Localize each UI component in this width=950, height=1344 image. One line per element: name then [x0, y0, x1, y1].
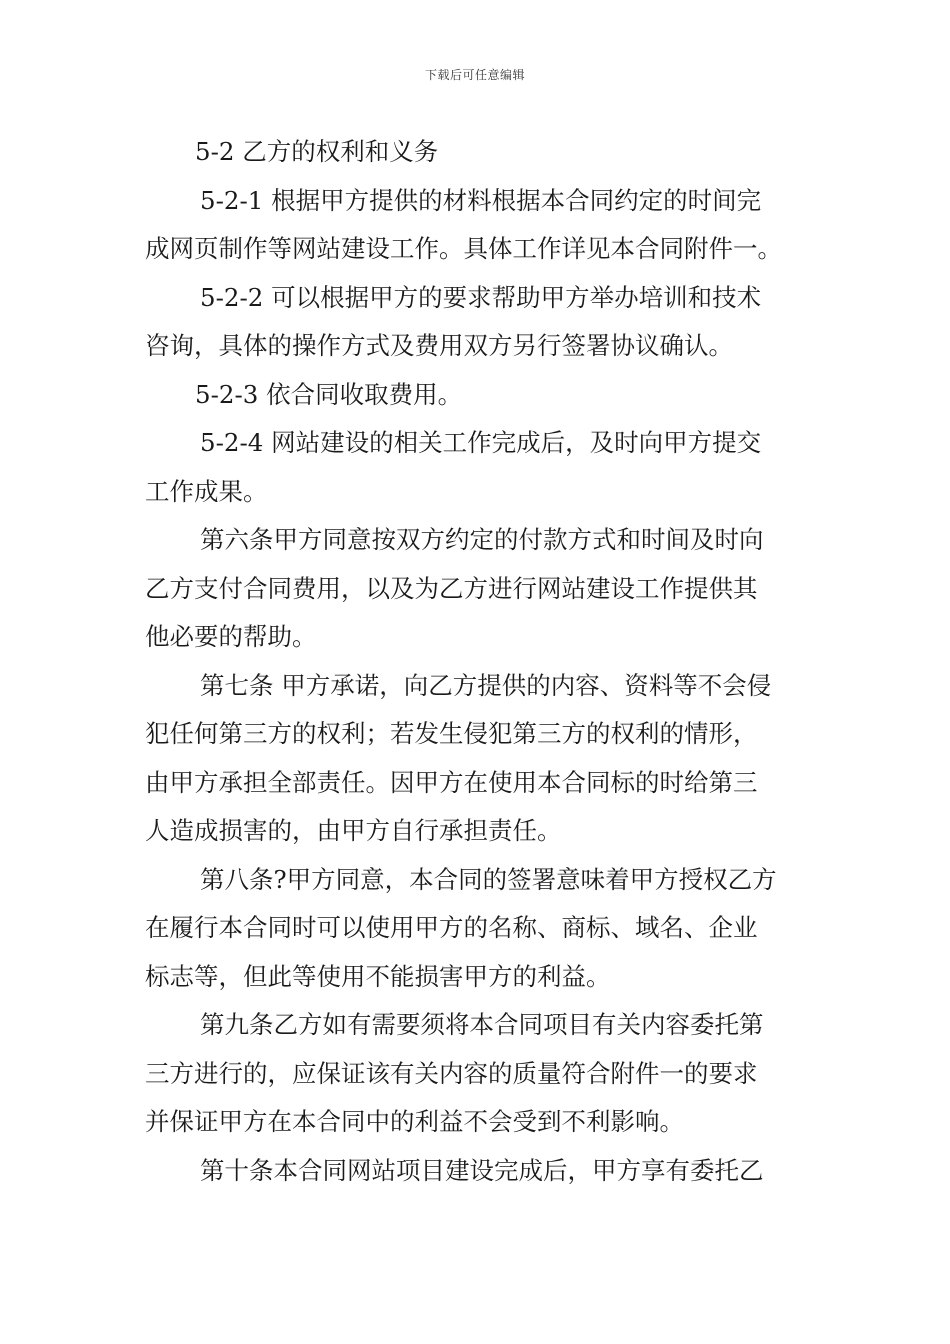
paragraph-line: 5-2-1 根据甲方提供的材料根据本合同约定的时间完 [200, 185, 762, 215]
paragraph-line: 犯任何第三方的权利；若发生侵犯第三方的权利的情形， [145, 719, 758, 748]
page-header: 下载后可任意编辑 [424, 68, 525, 82]
paragraph-line: 咨询，具体的操作方式及费用双方另行签署协议确认。 [145, 331, 733, 360]
paragraph-line: 人造成损害的，由甲方自行承担责任。 [145, 816, 562, 845]
section-heading: 5-2 乙方的权利和义务 [195, 137, 439, 166]
paragraph-line: 5-2-4 网站建设的相关工作完成后，及时向甲方提交 [200, 428, 762, 457]
paragraph-line: 第七条 甲方承诺，向乙方提供的内容、资料等不会侵 [200, 670, 772, 700]
paragraph-line: 第六条甲方同意按双方约定的付款方式和时间及时向 [200, 525, 764, 554]
paragraph-line: 乙方支付合同费用，以及为乙方进行网站建设工作提供其 [145, 573, 758, 603]
paragraph-line: 他必要的帮助。 [145, 622, 317, 651]
paragraph-line: 在履行本合同时可以使用甲方的名称、商标、域名、企业 [145, 913, 758, 942]
document-body [145, 128, 810, 1195]
paragraph-line: 三方进行的，应保证该有关内容的质量符合附件一的要求 [145, 1058, 758, 1088]
paragraph-line: 5-2-2 可以根据甲方的要求帮助甲方举办培训和技术 [200, 282, 762, 312]
paragraph-line: 第十条本合同网站项目建设完成后，甲方享有委托乙 [200, 1155, 764, 1185]
paragraph-line: 5-2-3 依合同收取费用。 [195, 379, 463, 409]
paragraph-line: 并保证甲方在本合同中的利益不会受到不利影响。 [145, 1107, 684, 1136]
paragraph-line: 成网页制作等网站建设工作。具体工作详见本合同附件一。 [145, 234, 782, 263]
paragraph-line: 工作成果。 [145, 476, 268, 506]
paragraph-line: 第九条乙方如有需要须将本合同项目有关内容委托第 [200, 1010, 764, 1039]
paragraph-line: 由甲方承担全部责任。因甲方在使用本合同标的时给第三 [145, 767, 758, 797]
paragraph-line: 标志等，但此等使用不能损害甲方的利益。 [145, 961, 611, 991]
paragraph-line: 第八条?甲方同意，本合同的签署意味着甲方授权乙方 [200, 864, 777, 894]
